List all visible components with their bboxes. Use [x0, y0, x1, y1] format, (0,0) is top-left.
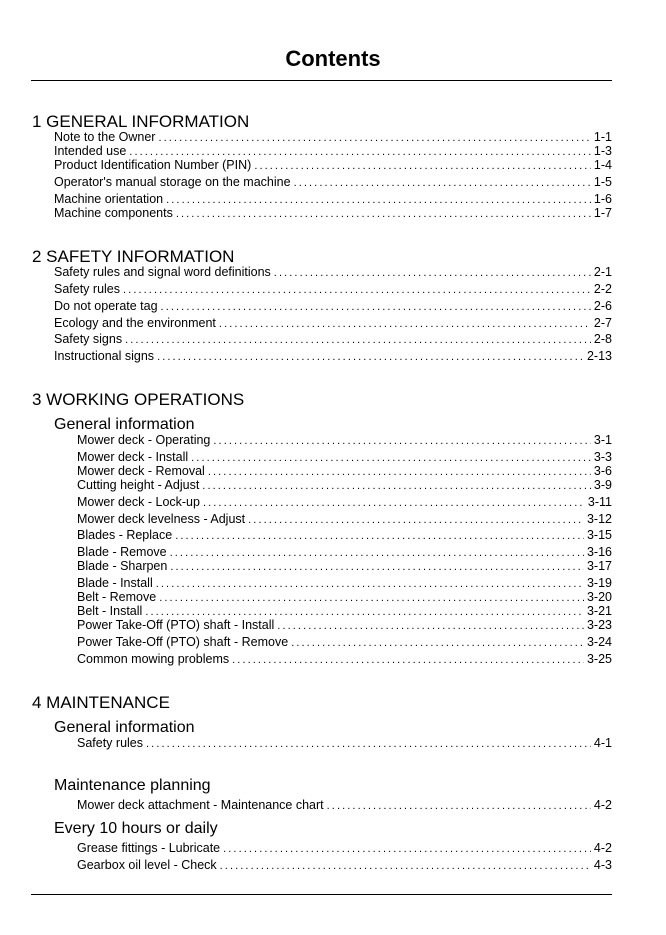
toc-entry[interactable] [54, 158, 612, 173]
section-heading-maintenance[interactable]: 4 MAINTENANCE [32, 693, 170, 712]
toc-entry[interactable] [54, 299, 612, 314]
toc-entry[interactable] [77, 576, 612, 591]
toc-entry-label: Gearbox oil level - Check [77, 858, 217, 872]
toc-entry-label: Operator's manual storage on the machine [54, 175, 291, 189]
leader-dots [146, 737, 591, 752]
toc-entry-page: 3-24 [586, 635, 612, 649]
section-heading-working-operations[interactable]: 3 WORKING OPERATIONS [32, 390, 245, 409]
toc-entry-page: 3-6 [593, 464, 612, 478]
toc-entry-page: 3-12 [586, 512, 612, 526]
toc-entry-label: Mower deck - Operating [77, 433, 211, 447]
leader-dots [220, 859, 591, 874]
toc-entry-label: Product Identification Number (PIN) [54, 158, 252, 172]
toc-entry[interactable] [54, 349, 612, 364]
toc-entry-label: Intended use [54, 144, 127, 158]
toc-entry[interactable] [77, 512, 612, 527]
toc-entry-page: 1-1 [593, 130, 612, 144]
leader-dots [219, 317, 591, 332]
toc-entry-label: Machine orientation [54, 192, 164, 206]
toc-entry[interactable] [54, 316, 612, 331]
toc-entry-page: 1-3 [593, 144, 612, 158]
toc-entry[interactable] [77, 528, 612, 543]
toc-entry[interactable] [77, 798, 612, 813]
toc-entry-label: Belt - Install [77, 604, 143, 618]
toc-entry-page: 4-2 [593, 841, 612, 855]
toc-entry[interactable] [77, 464, 612, 479]
toc-entry-page: 4-3 [593, 858, 612, 872]
toc-entry-label: Safety signs [54, 332, 123, 346]
toc-entry-page: 3-15 [586, 528, 612, 542]
toc-entry[interactable] [54, 265, 612, 280]
leader-dots [274, 266, 591, 281]
toc-entry-label: Grease fittings - Lubricate [77, 841, 221, 855]
leader-dots [161, 300, 591, 315]
toc-entry-page: 2-8 [593, 332, 612, 346]
toc-entry[interactable] [54, 332, 612, 347]
toc-entry-label: Blades - Replace [77, 528, 173, 542]
top-divider [31, 80, 612, 81]
toc-entry-page: 3-21 [586, 604, 612, 618]
toc-entry[interactable] [54, 206, 612, 221]
toc-entry[interactable] [54, 144, 612, 159]
toc-entry-page: 2-6 [593, 299, 612, 313]
toc-entry-page: 1-7 [593, 206, 612, 220]
toc-entry-page: 2-13 [586, 349, 612, 363]
toc-entry-page: 1-5 [593, 175, 612, 189]
toc-entry-label: Power Take-Off (PTO) shaft - Remove [77, 635, 289, 649]
leader-dots [291, 636, 584, 651]
section-heading-general-information[interactable]: 1 GENERAL INFORMATION [32, 112, 250, 131]
leader-dots [232, 653, 584, 668]
toc-entry[interactable] [77, 495, 612, 510]
toc-entry-label: Mower deck - Removal [77, 464, 205, 478]
leader-dots [327, 799, 591, 814]
leader-dots [223, 842, 591, 857]
toc-entry-label: Mower deck - Lock-up [77, 495, 200, 509]
toc-entry-page: 1-4 [593, 158, 612, 172]
toc-entry[interactable] [77, 858, 612, 873]
leader-dots [123, 283, 591, 298]
toc-entry-page: 3-16 [586, 545, 612, 559]
page-title: Contents [285, 46, 381, 71]
leader-dots [213, 434, 591, 449]
subsection-heading-every-10-hours[interactable]: Every 10 hours or daily [54, 820, 218, 837]
leader-dots [175, 529, 584, 544]
toc-entry[interactable] [77, 604, 612, 619]
toc-entry-label: Mower deck attachment - Maintenance chart [77, 798, 324, 812]
toc-entry[interactable] [77, 478, 612, 493]
toc-entry-page: 3-23 [586, 618, 612, 632]
toc-entry-page: 3-25 [586, 652, 612, 666]
toc-entry-page: 1-6 [593, 192, 612, 206]
toc-entry[interactable] [54, 282, 612, 297]
leader-dots [125, 333, 591, 348]
toc-entry-label: Mower deck - Install [77, 450, 189, 464]
section-heading-safety-information[interactable]: 2 SAFETY INFORMATION [32, 247, 235, 266]
leader-dots [294, 176, 591, 191]
toc-entry[interactable] [77, 618, 612, 633]
toc-entry[interactable] [77, 736, 612, 751]
toc-entry-label: Power Take-Off (PTO) shaft - Install [77, 618, 275, 632]
toc-entry-label: Blade - Install [77, 576, 153, 590]
bottom-divider [31, 894, 612, 895]
toc-entry-page: 3-11 [587, 495, 612, 509]
toc-entry-label: Machine components [54, 206, 173, 220]
toc-entry-label: Safety rules [77, 736, 144, 750]
toc-entry-label: Safety rules and signal word definitions [54, 265, 271, 279]
toc-entry[interactable] [77, 559, 612, 574]
toc-entry-page: 4-2 [593, 798, 612, 812]
toc-entry-label: Note to the Owner [54, 130, 156, 144]
toc-entry[interactable] [54, 192, 612, 207]
toc-entry-label: Blade - Remove [77, 545, 167, 559]
toc-entry[interactable] [77, 545, 612, 560]
toc-entry[interactable] [54, 175, 612, 190]
toc-entry-page: 2-2 [593, 282, 612, 296]
toc-entry-label: Mower deck levelness - Adjust [77, 512, 246, 526]
toc-entry-page: 3-17 [586, 559, 612, 573]
toc-entry-page: 3-3 [593, 450, 612, 464]
subsection-heading-general-information[interactable]: General information [54, 719, 195, 736]
toc-entry-label: Cutting height - Adjust [77, 478, 200, 492]
leader-dots [157, 350, 584, 365]
toc-entry[interactable] [77, 635, 612, 650]
toc-entry-label: Common mowing problems [77, 652, 230, 666]
toc-entry-page: 2-1 [593, 265, 612, 279]
toc-entry-page: 3-20 [586, 590, 612, 604]
subsection-heading-general-information[interactable]: General information [54, 416, 195, 433]
leader-dots [176, 207, 591, 222]
toc-entry-label: Safety rules [54, 282, 121, 296]
leader-dots [203, 496, 585, 511]
toc-entry-page: 2-7 [593, 316, 612, 330]
toc-entry-page: 3-1 [593, 433, 612, 447]
toc-entry[interactable] [77, 450, 612, 465]
leader-dots [254, 159, 591, 174]
toc-entry-label: Blade - Sharpen [77, 559, 168, 573]
toc-entry-label: Belt - Remove [77, 590, 157, 604]
toc-entry[interactable] [77, 433, 612, 448]
toc-entry-page: 3-9 [593, 478, 612, 492]
subsection-heading-maintenance-planning[interactable]: Maintenance planning [54, 777, 211, 794]
toc-entry[interactable] [77, 841, 612, 856]
toc-entry-page: 4-1 [593, 736, 612, 750]
toc-entry-label: Ecology and the environment [54, 316, 216, 330]
toc-entry-page: 3-19 [586, 576, 612, 590]
leader-dots [277, 619, 584, 634]
leader-dots [170, 560, 584, 575]
toc-entry[interactable] [54, 130, 612, 145]
toc-entry-label: Instructional signs [54, 349, 155, 363]
toc-entry-label: Do not operate tag [54, 299, 158, 313]
leader-dots [248, 513, 584, 528]
toc-entry[interactable] [77, 590, 612, 605]
toc-entry[interactable] [77, 652, 612, 667]
leader-dots [202, 479, 591, 494]
